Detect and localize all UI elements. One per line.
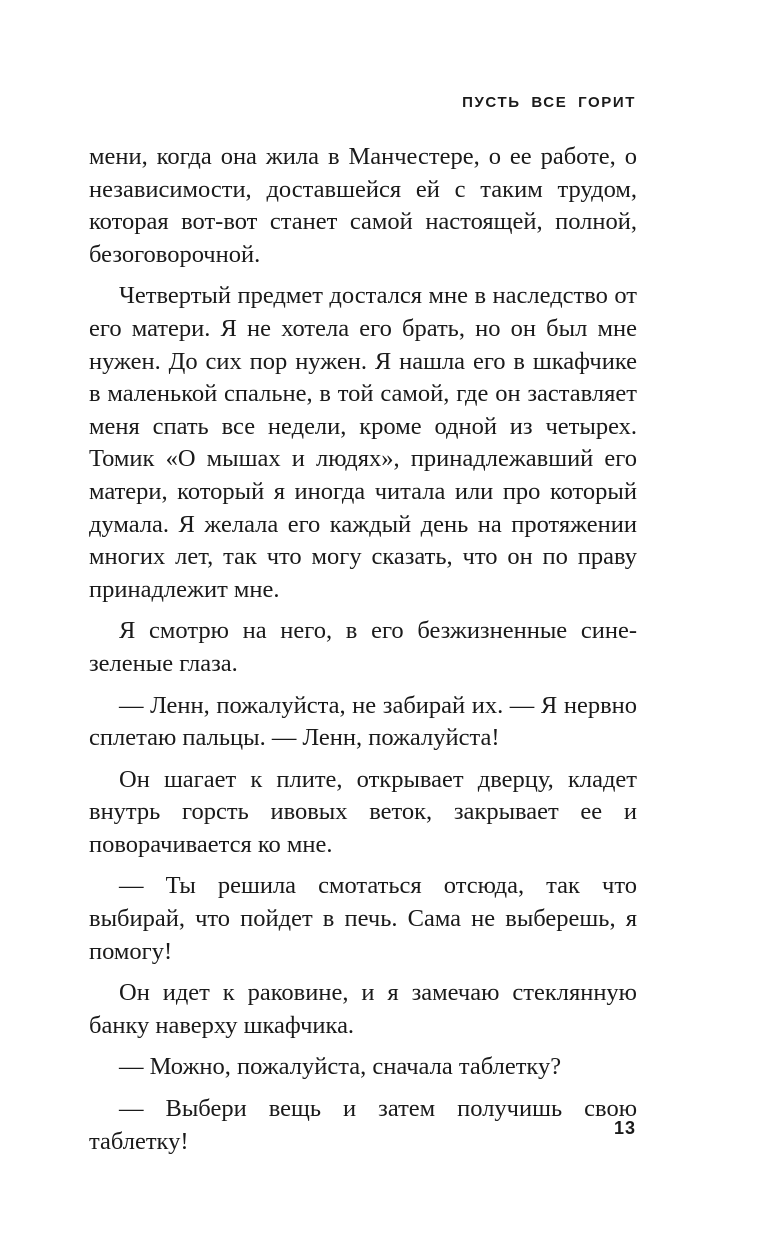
paragraph-8: — Можно, пожалуйста, сначала таблетку? <box>119 1053 562 1081</box>
paragraph-5: Он шагает к плите, открывает дверцу, кладет внутрь горсть ивовых веток, закрывает ее и поворачивается ко мне. <box>89 765 637 858</box>
paragraph-2: Четвертый предмет достался мне в наследство от его матери. Я не хотела его брать, но он был мне нужен. До сих пор нужен. Я нашла его в шкафчике в маленькой спальне, в той самой, где он заставляет меня спать все недели, кроме одной из четырех. Томик «О мышах и людях», принадлежавший его матери, который я иногда читала или про который думала. Я желала его каждый день на протяжении многих лет, так что могу сказать, что он по праву принадлежит мне. <box>89 282 637 603</box>
page-number: 13 <box>613 1118 636 1138</box>
paragraph-3: Я смотрю на него, в его безжизненные сине-зеленые глаза. <box>89 617 637 677</box>
paragraph-6: — Ты решила смотаться отсюда, так что выбирай, что пойдет в печь. Сама не выберешь, я помогу! <box>89 872 637 965</box>
running-head: ПУСТЬ ВСЕ ГОРИТ <box>462 94 636 111</box>
paragraph-9: — Выбери вещь и затем получишь свою таблетку! <box>89 1095 637 1155</box>
body-text <box>89 141 637 1167</box>
paragraph-7: Он идет к раковине, и я замечаю стеклянную банку наверху шкафчика. <box>89 979 637 1039</box>
paragraph-1: мени, когда она жила в Манчестере, о ее работе, о независимости, доставшейся ей с таким трудом, которая вот-вот станет самой настоящей, полной, безоговорочной. <box>89 143 637 268</box>
paragraph-4: — Ленн, пожалуйста, не забирай их. — Я нервно сплетаю пальцы. — Ленн, пожалуйста! <box>89 691 637 752</box>
